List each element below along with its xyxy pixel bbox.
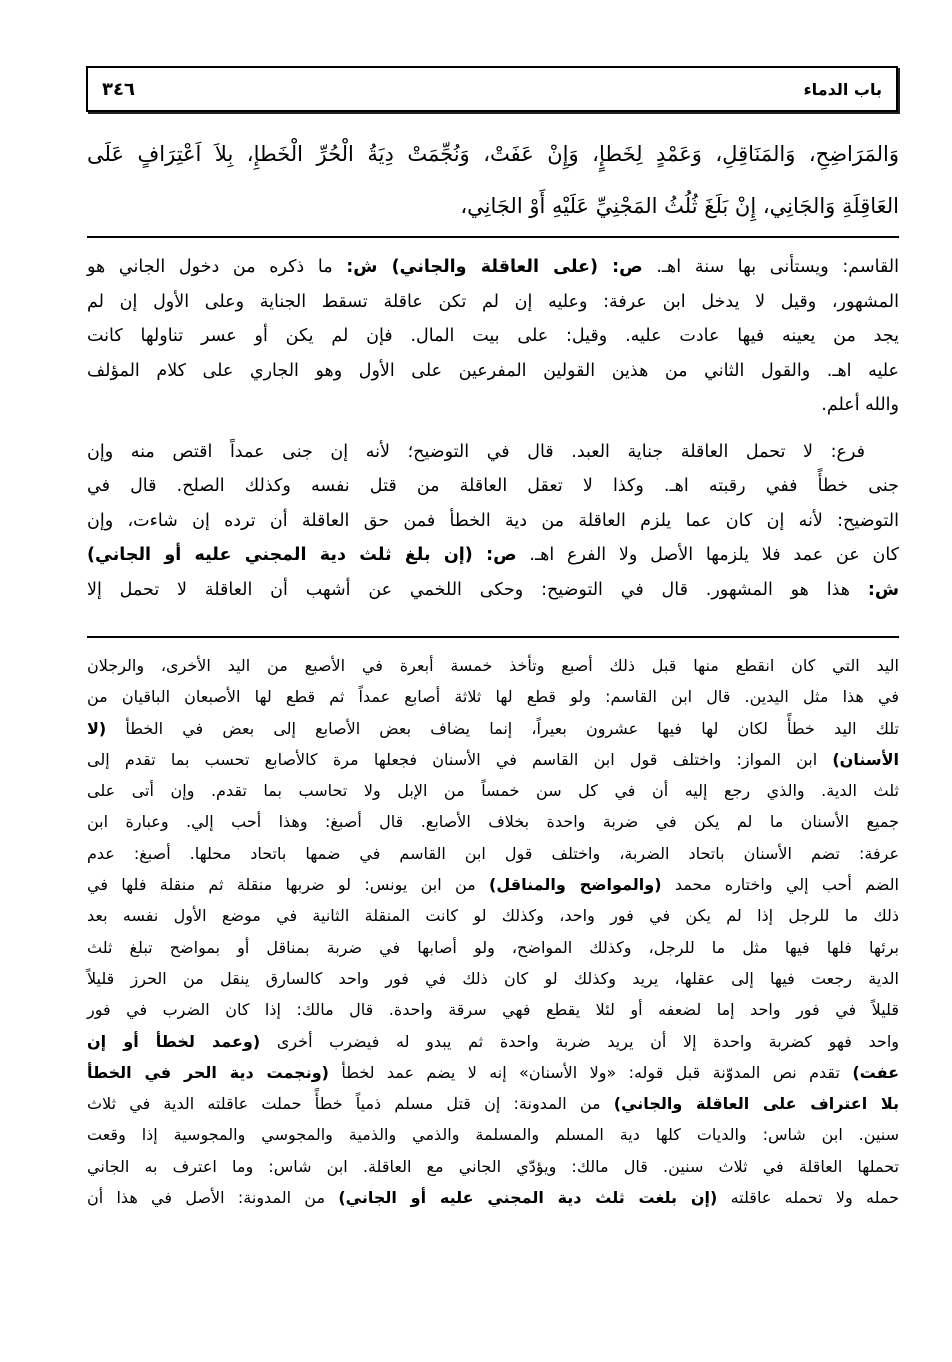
text-run: تحملها العاقلة في ثلاث سنين. قال مالك: ويؤدّي الجاني مع العاقلة. ابن شاس: وما اعترف به الجاني: [87, 1156, 899, 1176]
text-line: [87, 354, 899, 389]
text-run: كان عن عمد فلا يلزمها الأصل ولا الفرع اهـ.: [516, 545, 899, 565]
text-run: القاسم: ويستأنى بها سنة اهـ.: [642, 257, 900, 277]
text-line: [87, 775, 899, 806]
text-line: [87, 573, 899, 608]
text-line: [87, 1151, 899, 1182]
text-run: الدية رجعت فيها إلى عقلها، يريد وكذلك لو كان ذلك في فور واحد كالسارق ينقل من الحرز قليلاً: [87, 968, 899, 988]
text-run: ذلك ما للرجل إذا لم يكن في فور واحد، وكذلك لو كانت المنقلة الثانية في موضع الأول نفسه بعد: [87, 906, 899, 926]
text-line: [87, 932, 899, 963]
text-run: وَالمَرَاضِحِ، وَالمَنَاقِلِ، وَعَمْدٍ لِخَطإٍ، وَإِنْ عَفَتْ، وَنُجِّمَتْ دِيَةُ الْحُرِّ الْخَطإِ، بِلاَ اَعْتِرَافٍ عَلَى: [87, 142, 899, 166]
text-line: [87, 650, 899, 681]
bold-quote: ص: (على العاقلة والجاني) ش:: [346, 257, 643, 277]
divider: [87, 236, 899, 238]
text-run: فرع: لا تحمل العاقلة جناية العبد. قال في التوضيح؛ لأنه إن جنى عمداً اقتص منه وإن: [87, 441, 865, 462]
bold-quote: (إن بلغت ثلث دية المجني عليه أو الجاني): [338, 1188, 718, 1208]
text-line: [87, 900, 899, 931]
text-line: [87, 869, 899, 900]
page-number: ٣٤٦: [102, 78, 135, 100]
text-run: ثلث الدية. والذي رجع إليه أن في كل سن خمساً من الإبل ولا تحاسب بما تقدم. وإن أتى على: [87, 781, 899, 801]
text-run: تلك اليد خطأً لكان لها فيها عشرون بعيراً، إنما يضاف بعض الأصابع إلى بعض في الخطأ: [106, 718, 899, 738]
bold-quote: عفت): [852, 1062, 900, 1082]
text-line: [87, 963, 899, 994]
text-line: [87, 1119, 899, 1150]
text-run: عرفة: تضم الأسنان باتحاد الضربة، واختلف قول ابن القاسم في ضمها باتحاد محلها. أصبغ: عدم: [87, 843, 899, 863]
bold-quote: ص: (إن بلغ ثلث دية المجني عليه أو الجاني): [87, 545, 517, 565]
text-run: عليه اهـ. والقول الثاني من هذين القولين المفرعين على الأول وهو الجاري على كلام المؤلف: [87, 360, 899, 381]
footnote-text: [87, 650, 899, 1213]
text-line: [87, 681, 899, 712]
text-line: [87, 744, 899, 775]
text-line: [87, 994, 899, 1025]
commentary-text: [87, 250, 899, 607]
text-line: [87, 504, 899, 539]
text-line: [87, 250, 899, 285]
text-run: يجد من يعينه فيها عادت عليه. وقيل: على بيت المال. فإن لم يكن أو عسر تناولها كانت: [87, 326, 899, 346]
chapter-title: باب الدماء: [803, 79, 882, 99]
text-run: ابن المواز: واختلف قول ابن القاسم في الأسنان فجعلها مرة كالأصابع تحسب بما تقدم إلى: [87, 749, 833, 769]
bold-quote: (وعمد لخطأ أو إن: [87, 1031, 261, 1051]
text-line: [87, 713, 899, 744]
text-run: برئها فلها فيها مثل ما للرجل، وكذلك المواضح، ولو أصابها في ضربة بمناقل أو بمواضح تبلغ ثلث: [87, 937, 899, 957]
text-run: المشهور، وقيل لا يدخل ابن عرفة: وعليه إن لم تكن عاقلة تسقط الجناية وعلى الأول إن لم: [87, 291, 899, 312]
text-run: تقدم نص المدوّنة قبل قوله: «ولا الأسنان» إنه لا يضم عمد لخطأ: [328, 1062, 853, 1082]
text-line: [87, 128, 899, 180]
bold-quote: (والمواضح والمناقل): [489, 875, 662, 895]
text-line: [87, 285, 899, 320]
text-run: واحد فهو كضربة واحدة إلا أن يريد ضربة واحدة ثم يبدو له فيضرب أخرى: [260, 1031, 899, 1051]
text-run: سنين. ابن شاس: والديات كلها دية المسلم والمسلمة والذمي والذمية والمجوسي والمجوسية إذا وقعت: [87, 1125, 899, 1145]
text-run: ما ذكره من دخول الجاني هو: [87, 257, 347, 277]
bold-quote: بلا اعتراف على العاقلة والجاني): [613, 1094, 900, 1114]
text-run: والله أعلم.: [821, 395, 899, 415]
bold-quote: (لا: [87, 718, 107, 738]
bold-quote: (ونجمت دية الحر في الخطأ: [87, 1062, 329, 1082]
text-run: هذا هو المشهور. قال في التوضيح: وحكى اللخمي عن أشهب أن العاقلة لا تحمل إلا: [87, 579, 868, 600]
text-run: حمله ولا تحمله عاقلته: [717, 1188, 900, 1208]
text-line: [87, 538, 899, 573]
text-run: قليلاً في فور واحد إما لضعفه أو لئلا يقطع فهي سرقة واحدة. قال مالك: إذا كان الضرب في فور: [87, 1000, 899, 1020]
text-line: [87, 180, 899, 232]
text-run: اليد التي كان انقطع منها قبل ذلك أصبع وتأخذ خمسة أبعرة في الأصبع من اليد الأخرى، والرجلان: [87, 656, 899, 675]
text-line: [87, 1026, 899, 1057]
text-line: [87, 435, 899, 470]
text-line: [87, 469, 899, 504]
text-run: جميع الأسنان ما لم يكن في ضربة واحدة بخلاف الأصابع. قال أصبغ: وهذا أحب إلي. وعبارة ابن: [87, 812, 899, 832]
divider: [87, 636, 899, 638]
text-line: [87, 388, 899, 423]
text-run: من المدونة: الأصل في هذا أن: [87, 1188, 339, 1208]
text-run: العَاقِلَةِ وَالجَانِي، إِنْ بَلَغَ ثُلُثُ المَجْنِيِّ عَلَيْهِ أَوْ الجَانِي،: [460, 194, 899, 218]
text-run: من المدونة: إن قتل مسلم ذمياً خطأً حملت عاقلته الدية في ثلاث: [87, 1094, 614, 1114]
text-line: [87, 1182, 899, 1213]
matn-text: [87, 128, 899, 232]
text-line: [87, 806, 899, 837]
text-run: الضم أحب إلي واختاره محمد: [661, 875, 900, 895]
text-run: جنى خطأً ففي رقبته اهـ. وكذا لا تعقل العاقلة من قتل نفسه وكذلك الصلح. قال في: [87, 476, 899, 496]
text-line: [87, 319, 899, 354]
running-header: [86, 66, 898, 112]
text-line: [87, 838, 899, 869]
text-run: التوضيح: لأنه إن كان عما يلزم العاقلة من دية الخطأ فمن حق العاقلة أن ترده إن شاءت، وإن: [87, 510, 899, 531]
bold-quote: الأسنان): [832, 749, 899, 769]
text-line: [87, 1088, 899, 1119]
bold-quote: ش:: [867, 579, 899, 600]
text-line: [87, 1057, 899, 1088]
text-run: في هذا مثل اليدين. قال ابن القاسم: ولو قطع لها ثلاثة أصابع عمداً ثم قطع لها الأصبعان الباقيان من: [87, 687, 899, 707]
text-run: من ابن يونس: لو ضربها منقلة ثم منقلة فلها في: [87, 875, 490, 895]
